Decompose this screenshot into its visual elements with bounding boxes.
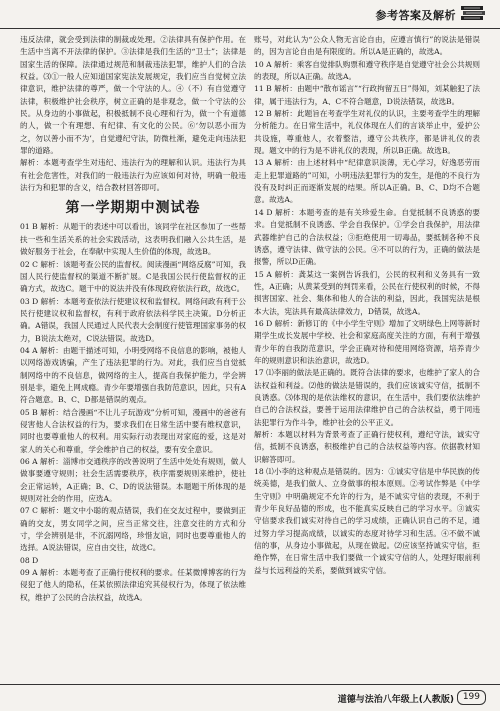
- answer-paragraph: 03 D 解析：本题考查依法行使建议权和监督权。网络问政有利于公民行使建议权和监督权，有利于政府依法科学民主决策。D分析正确。A错误，我国人民通过人民代表大会制度行使管理国家事务的权力，B说法太绝对，C说法错误。故选D。: [20, 296, 246, 343]
- right-column: [254, 34, 480, 577]
- answer-paragraph: 04 A 解析：由题干描述可知，小明受网络不良信息的影响，被他人以网络游戏诱骗，产生了违法犯罪的行为。对此，我们应当自觉抵制网络中的不良信息，做网络的主人，提高自我保护能力，学会辨别是非，避免上网成瘾。青少年要增强自我防范意识，因此，只有A符合题意。B、C、D都是错误的观点。: [20, 345, 246, 405]
- answer-paragraph: 13 A 解析：由上述材料中“纪律意识淡薄，无心学习，好逸恶劳而走上犯罪道路的”可知，小明违法犯罪行为的发生，是他的不良行为没有及时纠正而逐渐发展的结果。所以A正确。B、C、D均不合题意。故选A。: [254, 158, 480, 205]
- books-icon: [460, 4, 486, 22]
- answer-paragraph: 08 D: [20, 555, 39, 565]
- header-title: 参考答案及解析: [375, 9, 456, 22]
- answer-paragraph: 17 ⑴李丽的做法是正确的。既符合法律的要求，也维护了家人的合法权益和利益。⑵他的做法是错误的，我们应该诚实守信，抵制不良诱惑。⑶体现的是依法维权的意识，在生活中，我们要依法维护自己的合法权益，要善于运用法律维护自己的合法权益，勇于同违法犯罪行为作斗争，维护社会的公平正义。: [254, 368, 480, 427]
- answer-paragraph: 05 B 解析：结合漫画“不让儿子玩游戏”分析可知，漫画中的爸爸有侵害他人合法权益的行为，要求我们在日常生活中要有维权意识，同时也要尊重他人的权利。用实际行动表现出对家庭的爱，这是对家人的关心和尊重，学会维护自己的权益，要有安全意识。: [20, 407, 246, 454]
- answer-paragraph: 解析：本题考查学生对违纪、违法行为的理解和认识。违法行为具有社会危害性，对我们的一般违法行为应该如何对待，明确一般违法行为和犯罪的含义，结合教材回答即可。: [20, 158, 246, 193]
- answer-paragraph: 解析：本题以材料为背景考查了正确行使权利，遵纪守法，诚实守信，抵制不良诱惑，积极维护自己的合法权益等内容。依据教材知识解答即可。: [254, 430, 480, 464]
- answer-paragraph: 10 A 解析：乘客自觉排队购票和遵守秩序是自觉遵守社会公共规则的表现，所以A正确。故选A。: [254, 59, 480, 82]
- page-footer: [0, 684, 500, 711]
- answer-paragraph: 15 A 解析：龚某这一案例告诉我们，公民的权利和义务具有一致性，A正确；从黄某受到的判罚来看，公民在行使权利的时候，不得损害国家、社会、集体和他人的合法的利益，因此，我国宪法是根本大法，宪法具有最高法律效力，D错误，故选A。: [254, 269, 480, 316]
- answer-paragraph: 06 A 解析：淄博市交通秩序的改善说明了生活中处处有规则，做人做事要遵守规则；社会生活需要秩序，秩序需要规则来维护，使社会正常运转，A正确；B、C、D的说法错误。本题题干所体现的是规则对社会的作用，应选A。: [20, 457, 246, 504]
- answer-paragraph: 02 C 解析：该题考查公民的监督权。阅读漫画“网络反腐”可知，我国人民行使监督权的渠道不断扩展。C是我国公民行使监督权的正确方式，故选C。题干中的说法并没有体现政府依法行政，故选C。: [20, 259, 246, 294]
- answer-paragraph: 11 B 解析：由题中“散布谣言”“行政拘留五日”得知，刘某触犯了法律，属于违法行为，A、C不符合题意，D说法错误，故选B。: [254, 84, 480, 106]
- footer-title: 道德与法治八年级上(人教版): [337, 695, 454, 705]
- answer-paragraph: 16 D 解析：新修订的《中小学生守则》增加了文明绿色上网等新时期学生成长发展中学校、社会和家庭高度关注的方面，有利于增强青少年的自我防范意识，学会正确对待和使用网络资源，培养青少年的规则意识和法治意识，故选D。: [254, 318, 480, 365]
- answer-paragraph: 01 B 解析：从题干的表述中可以看出，该同学在社区参加了一些帮扶一些和生活关系的社会实践活动，这表明我们融入公共生活，是做好服务于社会，在奉献中实现人生价值的体现，故选B。: [20, 222, 246, 257]
- answer-paragraph: 账号，对此认为“公众人物无言论自由，应遵言慎行”的说法是错误的，因为言论自由是有限度的。所以A是正确的，故选A。: [254, 35, 480, 57]
- answer-paragraph: 07 C 解析：题文中小聪的观点错误，我们在交友过程中，要做到正确的交友，男女同学之间，应当正常交往，注意交往的方式和分寸，学会辨别是非，不沉溺网络，珍惜友谊，同时也要尊重他人的选择。A说法错误，应自由交往，故选C。: [20, 506, 246, 553]
- page-header: [0, 0, 500, 29]
- answer-paragraph: 违反法律，就会受到法律的制裁或处理。②法律具有保护作用。在生活中当离不开法律的保护。③法律是我们生活的“卫士”；法律是国家生活的保障。法律通过规范和制裁违法犯罪，维护人们的合法权益。⑶①一般人应知道国家宪法发展规定，我们应当自觉树立法律意识，维护法律的尊严，做一个守法的人。④（不）有自觉遵守法律，积极维护社会秩序，树立正确的是非观念，做一个守法的公民。从身边的小事做起，积极抵制不良心理和行为，做一个有道德的人，做一个有理想、有纪律、有文化的公民。⑥‘勿以恶小而为之，勿以善小而不为’，自觉遵纪守法，防微杜渐，避免走向违法犯罪的道路。: [20, 35, 246, 156]
- section-title: 第一学期期中测试卷: [65, 200, 201, 217]
- answer-paragraph: 18 ⑴小李的这种观点是错误的。因为：①诚实守信是中华民族的传统美德，是我们做人、立身做事的根本原则。②考试作弊是《中学生守则》中明确规定不允许的行为，是不诚实守信的表现，不利于青少年良好品德的形成，也不能真实反映自己的学习水平。③诚实守信要求我们诚实对待自己的学习成绩，正确认识自己的不足，通过努力学习提高成绩，以诚实的态度对待学习和生活。④不做不诚信的事，从身边小事做起，从现在做起。⑵应该坚持诚实守信，拒绝作弊，在日常生活中我们要做一个诚实守信的人，处理好眼前利益与长远利益的关系，要做到诚实守信。: [254, 467, 480, 575]
- left-column: [20, 34, 246, 604]
- answer-paragraph: 09 A 解析：本题考查了正确行使权利的要求。任某微博博客的行为侵犯了他人的隐私，任某依照法律追究其侵权行为，体现了依法维权，维护了公民的合法权益，故选A。: [20, 568, 246, 602]
- answer-paragraph: 12 B 解析：此题旨在考查学生对礼仪的认识，主要考查学生的理解分析能力。在日常生活中，礼仪体现在人们的言谈举止中，爱护公共设施，尊重他人，衣着整洁，遵守公共秩序，都是讲礼仪的表现。题文中的行为是不讲礼仪的表现，所以B正确。故选B。: [254, 109, 480, 156]
- page-number: 199: [457, 690, 486, 705]
- answer-paragraph: 14 D 解析：本题考查的是有关珍爱生命。自觉抵制不良诱惑的要求。自觉抵制不良诱惑、学会自我保护。①学会自我保护，用法律武器维护自己的合法权益；③拒绝使用一切毒品，要抵制各种不良诱惑，遵守法律、做守法的公民。④不可以的行为，正确的做法是报警，所以D正确。: [254, 207, 480, 267]
